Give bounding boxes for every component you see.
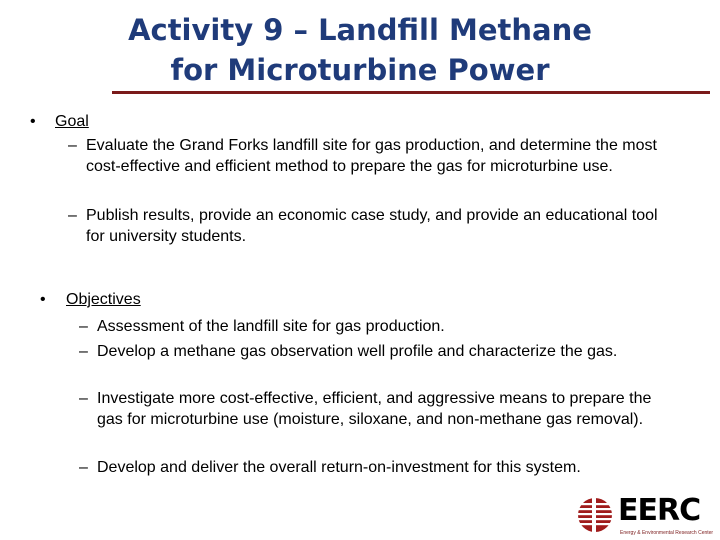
objectives-bullet [40,290,680,310]
eerc-logo-tagline: Energy & Environmental Research Center [620,530,714,536]
dash-glyph: – [79,318,88,335]
goal-item [68,136,668,177]
goal-item-text: Publish results, provide an economic case study, and provide an educational tool for university students. [86,207,658,245]
dash-glyph: – [68,207,77,224]
goal-heading: Goal [55,113,89,130]
title-divider [112,91,710,94]
objectives-item-text: Develop and deliver the overall return-on-investment for this system. [97,459,581,476]
goal-bullet [30,112,670,132]
dash-glyph: – [79,343,88,360]
eerc-logo [576,493,714,539]
objectives-item-text: Develop a methane gas observation well profile and characterize the gas. [97,343,618,360]
eerc-globe-icon [576,493,614,537]
goal-item [68,206,668,247]
objectives-item [79,458,669,479]
objectives-item-text: Investigate more cost-effective, efficient, and aggressive means to prepare the gas for microturbine use (moisture, siloxane, and non-methane gas removal). [97,390,652,428]
objectives-item [79,317,669,338]
eerc-logo-text: EERC [618,493,701,528]
bullet-glyph: • [30,113,36,130]
slide-title-line-1: Activity 9 – Landfill Methane [128,13,592,47]
goal-item-text: Evaluate the Grand Forks landfill site for gas production, and determine the most cost-effective and efficient method to prepare the gas for microturbine use. [86,137,657,175]
slide-title-line-2: for Microturbine Power [170,53,550,87]
objectives-item-text: Assessment of the landfill site for gas production. [97,318,445,335]
dash-glyph: – [79,390,88,407]
objectives-item [79,389,669,430]
slide-title [40,10,680,90]
dash-glyph: – [68,137,77,154]
objectives-item [79,342,669,363]
objectives-heading: Objectives [66,291,141,308]
bullet-glyph: • [40,291,46,308]
dash-glyph: – [79,459,88,476]
